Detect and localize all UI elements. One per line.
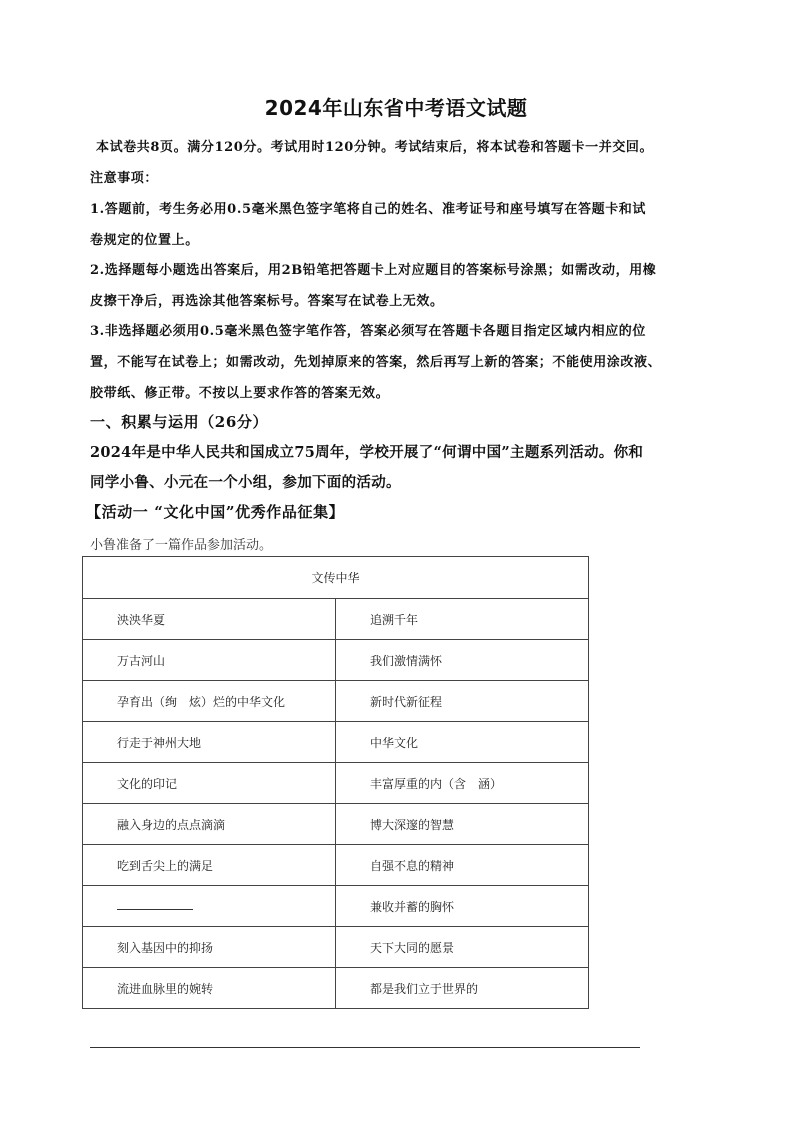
footer-divider — [90, 1047, 640, 1048]
fill-in-blank — [117, 899, 193, 910]
table-row — [83, 599, 589, 640]
table-row — [83, 804, 589, 845]
poem-line: 万古河山 — [83, 640, 336, 681]
notice-label: 注意事项： — [90, 171, 159, 186]
poem-line: 行走于神州大地 — [83, 722, 336, 763]
instruction-line: 1.答题前，考生务必用0.5毫米黑色签字笔将自己的姓名、准考证号和座号填写在答题卡和试 — [90, 202, 646, 217]
poem-line: 我们激情满怀 — [336, 640, 589, 681]
poem-line — [336, 599, 589, 640]
poem-line: 泱泱华夏 — [83, 599, 336, 640]
poem-line: 天下大同的愿景 — [336, 927, 589, 968]
exam-intro: 本试卷共8页。满分120分。考试用时120分钟。考试结束后，将本试卷和答题卡一并交回。 — [96, 140, 654, 155]
poem-line: 都是我们立于世界的 — [336, 968, 589, 1009]
instruction-line: 置，不能写在试卷上；如需改动，先划掉原来的答案，然后再写上新的答案；不能使用涂改液、 — [90, 355, 662, 370]
poem-line: 兼收并蓄的胸怀 — [336, 886, 589, 927]
poem-line: 新时代新征程 — [336, 681, 589, 722]
poem-line: 文化的印记 — [83, 763, 336, 804]
activity-title: 【活动一 “文化中国”优秀作品征集】 — [86, 503, 345, 521]
table-row — [83, 681, 589, 722]
table-row — [83, 763, 589, 804]
poem-line: 流进血脉里的婉转 — [83, 968, 336, 1009]
poem-line: 吃到舌尖上的满足 — [83, 845, 336, 886]
poem-line: 丰富厚重的内（含 涵） — [336, 763, 589, 804]
poem-line: 博大深邃的智慧 — [336, 804, 589, 845]
section-heading: 一、积累与运用（26分） — [90, 413, 269, 431]
instruction-line: 3.非选择题必须用0.5毫米黑色签字笔作答，答案必须写在答题卡各题目指定区域内相应的位 — [90, 324, 646, 339]
poem-title: 文传中华 — [83, 557, 589, 599]
table-row — [83, 968, 589, 1009]
exam-title: 2024年山东省中考语文试题 — [264, 96, 528, 120]
poem-line: 刻入基因中的抑扬 — [83, 927, 336, 968]
instruction-line: 胶带纸、修正带。不按以上要求作答的答案无效。 — [90, 386, 390, 401]
poem-line: 孕育出（绚 炫）烂的中华文化 — [83, 681, 336, 722]
poem-blank-cell — [83, 886, 336, 927]
poem-table — [82, 556, 589, 1009]
table-row — [83, 640, 589, 681]
poem-line: 融入身边的点点滴滴 — [83, 804, 336, 845]
activity-note: 小鲁准备了一篇作品参加活动。 — [90, 538, 273, 553]
instruction-line: 卷规定的位置上。 — [90, 233, 199, 248]
section-intro-line: 2024年是中华人民共和国成立75周年，学校开展了“何谓中国”主题系列活动。你和 — [90, 444, 644, 461]
poem-line: 中华文化 — [336, 722, 589, 763]
poem-line-text: 追溯千年 — [370, 612, 419, 627]
instruction-line: 皮擦干净后，再选涂其他答案标号。答案写在试卷上无效。 — [90, 294, 444, 309]
table-row — [83, 845, 589, 886]
table-row — [83, 886, 589, 927]
table-row — [83, 927, 589, 968]
instruction-line: 2.选择题每小题选出答案后，用2B铅笔把答题卡上对应题目的答案标号涂黑；如需改动，用橡 — [90, 263, 657, 278]
table-row — [83, 722, 589, 763]
poem-line: 自强不息的精神 — [336, 845, 589, 886]
section-intro-line: 同学小鲁、小元在一个小组，参加下面的活动。 — [90, 474, 401, 491]
